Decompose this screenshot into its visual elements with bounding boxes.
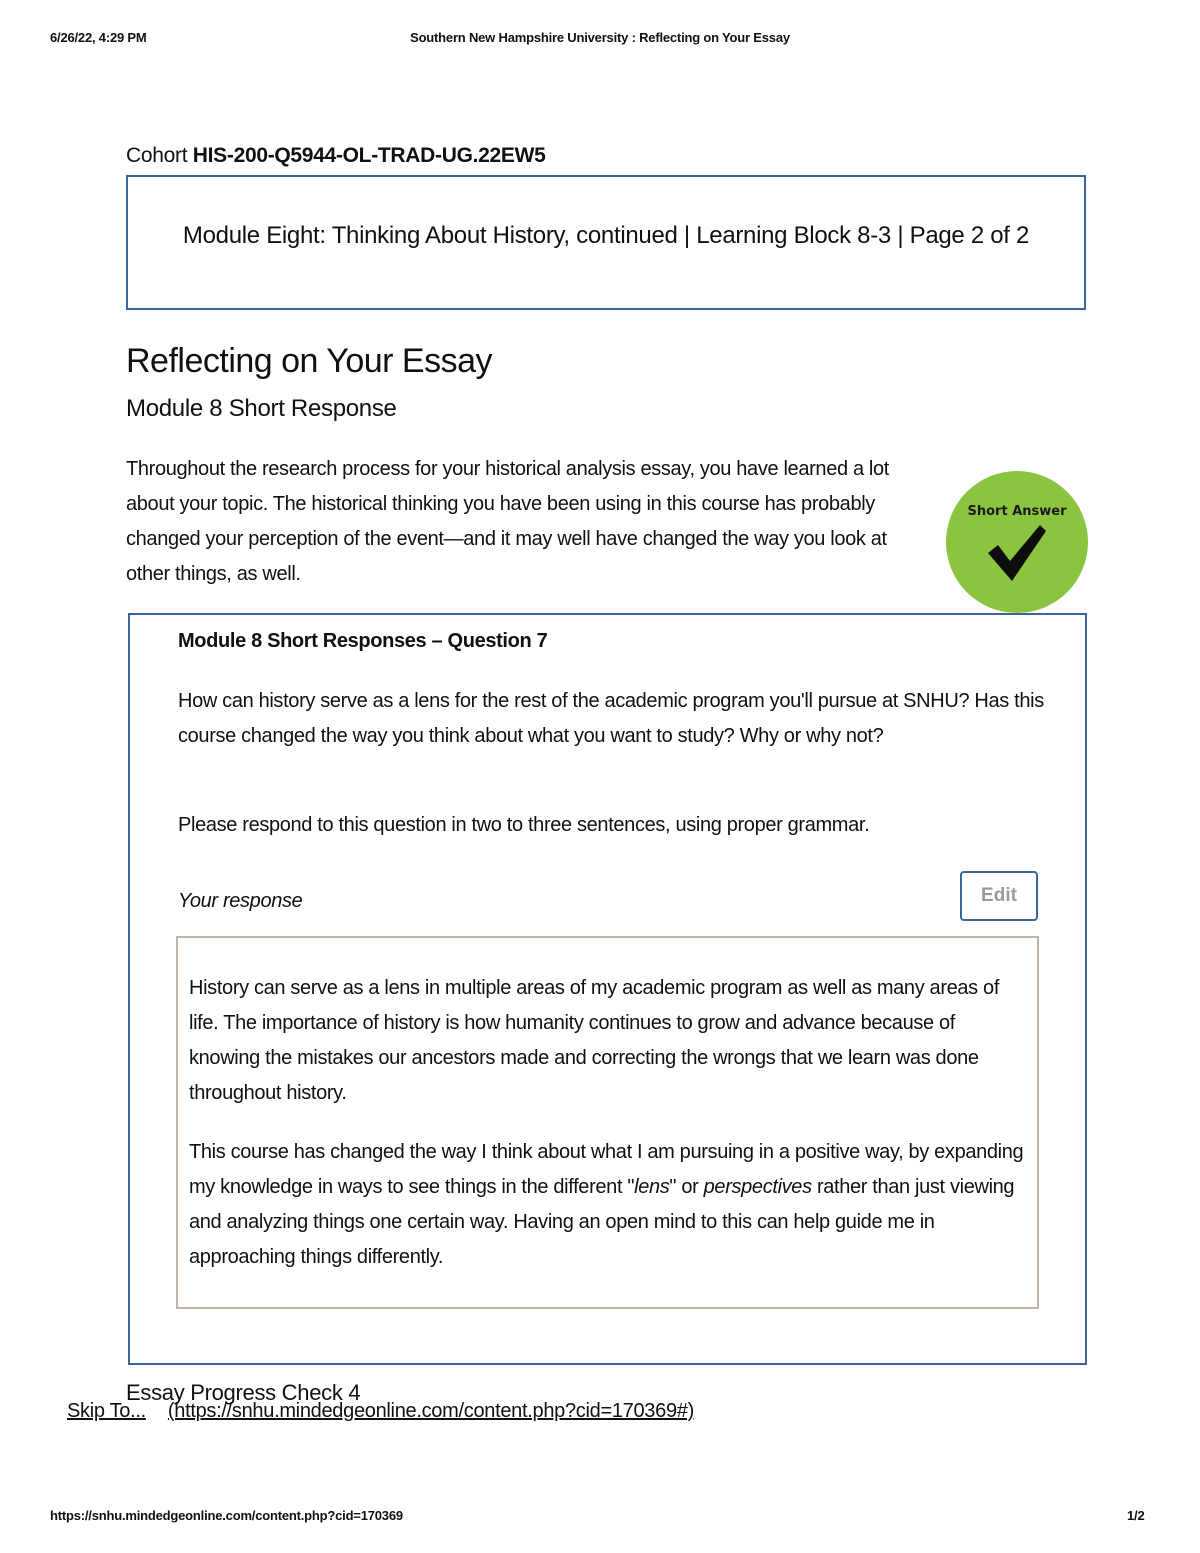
- response-text: " or: [669, 1176, 704, 1198]
- question-title: Module 8 Short Responses – Question 7: [178, 630, 548, 652]
- print-page-number: 1/2: [1127, 1508, 1145, 1523]
- badge-label: Short Answer: [967, 504, 1067, 519]
- question-instructions: Please respond to this question in two to three sentences, using proper grammar.: [178, 814, 870, 836]
- page-title: Reflecting on Your Essay: [126, 342, 493, 380]
- response-paragraph-2: [189, 1135, 1025, 1275]
- short-answer-badge: [946, 471, 1088, 613]
- print-datetime: 6/26/22, 4:29 PM: [50, 30, 147, 45]
- response-paragraph-1: History can serve as a lens in multiple areas of my academic program as well as many areas of life. The importance of history is how humanity continues to grow and advance because of knowing the mistakes our ancestors made and correcting the wrongs that we learn was done throughout history.: [189, 977, 1000, 1104]
- cohort-line: [126, 144, 546, 168]
- response-text: rather than just viewing and analyzing things one certain way. Having an open mind to this can help guide me in approaching things differently.: [189, 1176, 1015, 1268]
- next-section-heading: Essay Progress Check 4: [126, 1380, 361, 1405]
- skip-to-label: Skip To...: [67, 1400, 146, 1422]
- response-emphasis-perspectives: perspectives: [703, 1176, 812, 1198]
- cohort-prefix: Cohort: [126, 144, 193, 167]
- module-banner: [126, 175, 1086, 310]
- response-box: [176, 936, 1039, 1309]
- checkmark-icon: [986, 523, 1048, 583]
- response-text: This course has changed the way I think about what I am pursuing in a positive way, by expanding my knowledge in ways to see things in the different ": [189, 1141, 1024, 1198]
- intro-paragraph: Throughout the research process for your historical analysis essay, you have learned a lot about your topic. The historical thinking you have been using in this course has probably changed your perception of the event—and it may well have changed the way you look at other things, as well.: [126, 458, 889, 585]
- question-body: How can history serve as a lens for the rest of the academic program you'll pursue at SNHU? Has this course changed the way you think about what you want to study? Why or why not?: [178, 690, 1044, 747]
- edit-button[interactable]: Edit: [960, 871, 1038, 921]
- skip-to-link[interactable]: [67, 1400, 694, 1423]
- cohort-code: HIS-200-Q5944-OL-TRAD-UG.22EW5: [192, 144, 546, 167]
- print-page-title: Southern New Hampshire University : Reflecting on Your Essay: [410, 30, 790, 45]
- response-label: Your response: [178, 890, 303, 912]
- module-banner-text: Module Eight: Thinking About History, continued | Learning Block 8-3 | Page 2 of 2: [182, 221, 1030, 249]
- print-footer-url: https://snhu.mindedgeonline.com/content.php?cid=170369: [50, 1508, 403, 1523]
- skip-to-url: (https://snhu.mindedgeonline.com/content.php?cid=170369#): [167, 1400, 694, 1422]
- page-subtitle: Module 8 Short Response: [126, 395, 397, 422]
- response-emphasis-lens: lens: [634, 1176, 670, 1198]
